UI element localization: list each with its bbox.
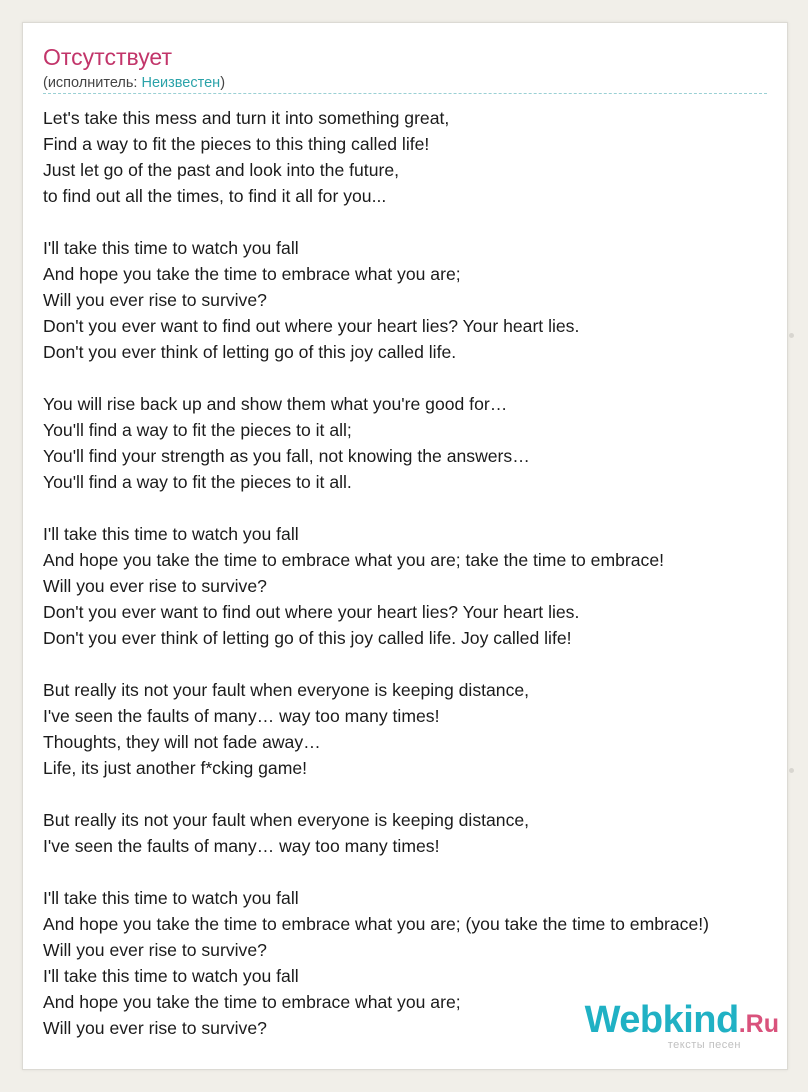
- lyric-line: I've seen the faults of many… way too many times!: [43, 836, 440, 856]
- lyric-line: And hope you take the time to embrace what you are; (you take the time to embrace!): [43, 914, 709, 934]
- lyric-line: Will you ever rise to survive?: [43, 576, 267, 596]
- lyric-line: Just let go of the past and look into the future,: [43, 160, 400, 180]
- stanza-break: [43, 495, 808, 521]
- lyric-line: You'll find a way to fit the pieces to it all.: [43, 472, 352, 492]
- lyric-line: to find out all the times, to find it all for you...: [43, 186, 387, 206]
- lyric-line: And hope you take the time to embrace what you are; take the time to embrace!: [43, 550, 665, 570]
- lyric-line: Will you ever rise to survive?: [43, 940, 267, 960]
- song-title: Отсутствует: [43, 44, 172, 70]
- logo-tagline: тексты песен: [667, 1039, 741, 1051]
- stanza-break: [43, 781, 808, 807]
- lyric-line: And hope you take the time to embrace what you are;: [43, 264, 461, 284]
- stanza-break: [43, 651, 808, 677]
- logo-name: Webkind: [584, 999, 739, 1041]
- lyrics-card: [22, 22, 788, 1070]
- lyric-line: Life, its just another f*cking game!: [43, 758, 308, 778]
- lyric-line: Let's take this mess and turn it into something great,: [43, 108, 450, 128]
- artist-prefix: (исполнитель:: [43, 75, 142, 91]
- lyric-line: Don't you ever want to find out where your heart lies? Your heart lies.: [43, 316, 580, 336]
- lyric-line: I'll take this time to watch you fall: [43, 238, 299, 258]
- lyric-line: I'll take this time to watch you fall: [43, 966, 299, 986]
- lyric-line: I'll take this time to watch you fall: [43, 888, 299, 908]
- artist-suffix: ): [220, 75, 226, 91]
- lyric-line: I'll take this time to watch you fall: [43, 524, 299, 544]
- logo-tld: .Ru: [738, 1010, 779, 1038]
- lyric-line: Will you ever rise to survive?: [43, 1018, 267, 1038]
- artist-line: [43, 74, 225, 92]
- lyric-line: You'll find a way to fit the pieces to it all;: [43, 420, 352, 440]
- stanza-break: [43, 209, 808, 235]
- lyric-line: Don't you ever want to find out where your heart lies? Your heart lies.: [43, 602, 580, 622]
- stanza-break: [43, 859, 808, 885]
- lyric-line: I've seen the faults of many… way too many times!: [43, 706, 440, 726]
- lyric-line: Don't you ever think of letting go of this joy called life. Joy called life!: [43, 628, 572, 648]
- lyric-line: But really its not your fault when everyone is keeping distance,: [43, 810, 530, 830]
- lyric-line: Find a way to fit the pieces to this thing called life!: [43, 134, 430, 154]
- title-divider: [43, 93, 767, 94]
- artist-link[interactable]: Неизвестен: [141, 75, 221, 91]
- webkind-logo[interactable]: [585, 1001, 779, 1051]
- logo-wordmark: [585, 1001, 779, 1043]
- edge-mark: [789, 333, 794, 338]
- lyric-line: Thoughts, they will not fade away…: [43, 732, 321, 752]
- lyric-line: And hope you take the time to embrace what you are;: [43, 992, 461, 1012]
- lyrics-text: [43, 105, 808, 1041]
- lyric-line: But really its not your fault when everyone is keeping distance,: [43, 680, 530, 700]
- lyric-line: You'll find your strength as you fall, not knowing the answers…: [43, 446, 530, 466]
- lyric-line: You will rise back up and show them what you're good for…: [43, 394, 508, 414]
- lyric-line: Don't you ever think of letting go of this joy called life.: [43, 342, 457, 362]
- stanza-break: [43, 365, 808, 391]
- lyric-line: Will you ever rise to survive?: [43, 290, 267, 310]
- edge-mark: [789, 768, 794, 773]
